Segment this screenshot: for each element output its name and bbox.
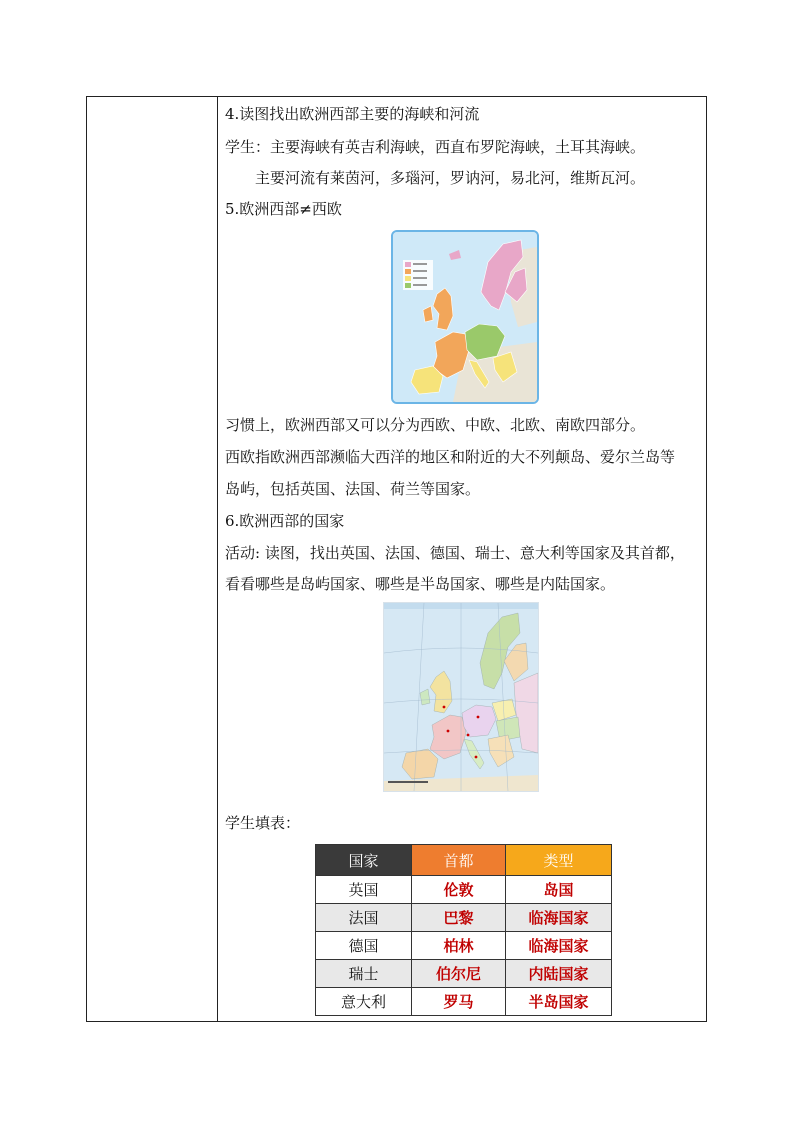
europe-countries-map	[383, 602, 539, 792]
cell-capital: 伦敦	[412, 876, 506, 904]
paragraph-west-europe-2: 岛屿，包括英国、法国、荷兰等国家。	[225, 480, 481, 498]
table-row	[316, 932, 612, 960]
heading-west-europe: 5.欧洲西部≠西欧	[225, 200, 342, 218]
heading-countries: 6.欧洲西部的国家	[225, 512, 345, 530]
cell-type: 临海国家	[506, 904, 612, 932]
activity-text-1: 活动: 读图，找出英国、法国、德国、瑞士、意大利等国家及其首都，	[225, 544, 685, 562]
cell-type: 半岛国家	[506, 988, 612, 1016]
cell-country: 意大利	[316, 988, 412, 1016]
table-row	[316, 904, 612, 932]
lesson-table-frame	[86, 96, 707, 1022]
paragraph-regions: 习惯上，欧洲西部又可以分为西欧、中欧、北欧、南欧四部分。	[225, 416, 646, 434]
student-fill-label: 学生填表：	[225, 814, 301, 832]
header-capital: 首都	[412, 845, 506, 876]
cell-country: 德国	[316, 932, 412, 960]
europe-countries-map-graphic	[384, 603, 538, 791]
cell-type: 岛国	[506, 876, 612, 904]
cell-capital: 伯尔尼	[412, 960, 506, 988]
cell-country: 瑞士	[316, 960, 412, 988]
cell-type: 临海国家	[506, 932, 612, 960]
cell-country: 法国	[316, 904, 412, 932]
column-divider	[217, 97, 218, 1021]
europe-regions-map	[391, 230, 539, 404]
header-country: 国家	[316, 845, 412, 876]
country-fill-table	[315, 844, 612, 1016]
activity-text-2: 看看哪些是岛屿国家、哪些是半岛国家、哪些是内陆国家。	[225, 575, 616, 593]
cell-country: 英国	[316, 876, 412, 904]
table-row	[316, 876, 612, 904]
table-row	[316, 988, 612, 1016]
cell-capital: 巴黎	[412, 904, 506, 932]
heading-straits-rivers: 4.读图找出欧洲西部主要的海峡和河流	[225, 105, 480, 123]
student-answer-rivers: 主要河流有莱茵河，多瑙河，罗讷河，易北河，维斯瓦河。	[255, 169, 646, 187]
paragraph-west-europe-1: 西欧指欧洲西部濒临大西洋的地区和附近的大不列颠岛、爱尔兰岛等	[225, 448, 676, 466]
student-answer-straits: 学生：主要海峡有英吉利海峡，西直布罗陀海峡，土耳其海峡。	[225, 138, 646, 156]
header-type: 类型	[506, 845, 612, 876]
europe-regions-map-graphic	[393, 232, 537, 402]
table-row	[316, 960, 612, 988]
cell-capital: 柏林	[412, 932, 506, 960]
cell-capital: 罗马	[412, 988, 506, 1016]
table-header-row	[316, 845, 612, 876]
cell-type: 内陆国家	[506, 960, 612, 988]
